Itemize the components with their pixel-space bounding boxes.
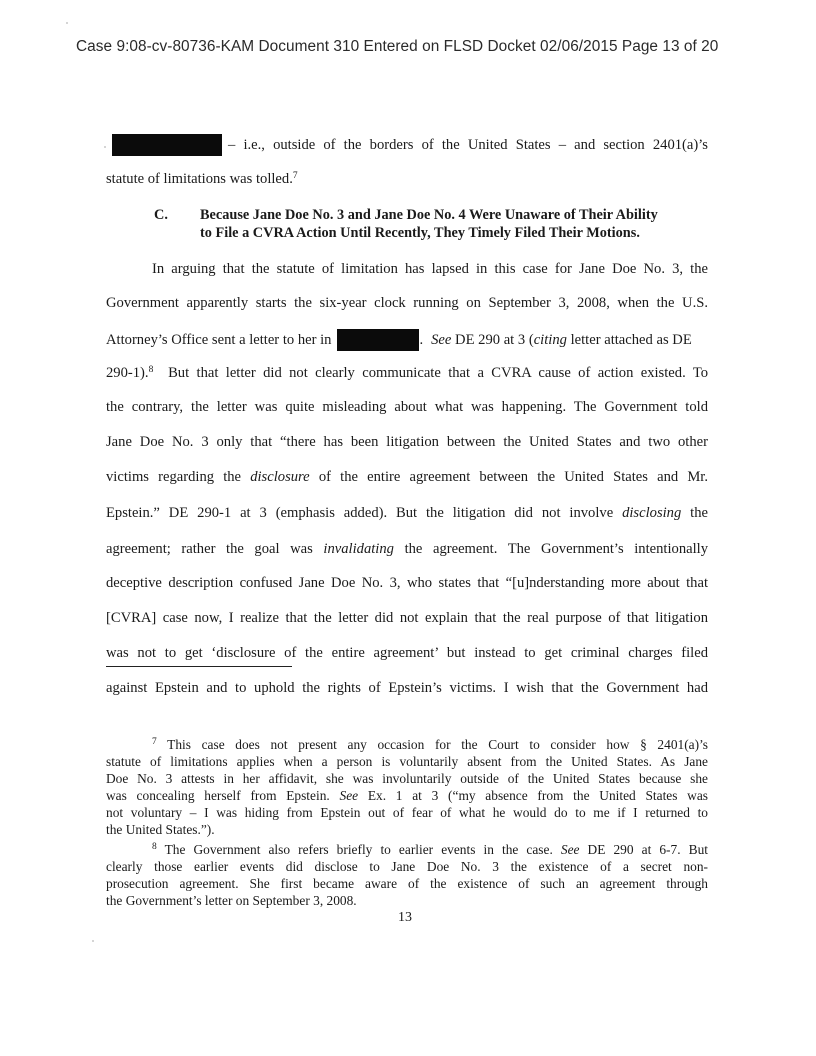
footnote-7-line-2: statute of limitations applies when a person is voluntarily absent from the United States. As Jane xyxy=(106,754,708,769)
paragraph-line-7: victims regarding the disclosure of the entire agreement between the United States and Mr. xyxy=(106,469,709,485)
paragraph-line-3: Attorney’s Office sent a letter to her in . See DE 290 at 3 (citing letter attached as DE xyxy=(106,329,708,351)
paragraph-line-8: Epstein.” DE 290-1 at 3 (emphasis added). But the litigation did not involve disclosing the xyxy=(106,505,709,521)
footnote-8-line-1: $^8$ The Government also refers briefly to earlier events in the case. See DE 290 at 6-7. But xyxy=(152,842,708,857)
footnote-7-line-1: $^7$ This case does not present any occasion for the Court to consider how § 2401(a)’s xyxy=(152,737,709,752)
footnote-7-line-4: was concealing herself from Epstein. See Ex. 1 at 3 (“my absence from the United States was xyxy=(106,788,709,803)
footnote-8-line-2: clearly those earlier events did disclose to Jane Doe No. 3 the existence of a secret non- xyxy=(106,859,708,874)
redaction-block xyxy=(337,329,419,351)
paragraph-line-13: against Epstein and to uphold the rights of Epstein’s victims. I wish that the Government had xyxy=(106,680,708,696)
footnote-ref-7[interactable]: 7 xyxy=(292,171,298,181)
paragraph-line-11: [CVRA] case now, I realize that the letter did not explain that the real purpose of that litigation xyxy=(106,610,708,626)
scan-speck xyxy=(104,146,106,148)
section-letter: C. xyxy=(154,207,168,223)
paragraph-line-2: Government apparently starts the six-year clock running on September 3, 2008, when the U.S. xyxy=(106,295,708,311)
paragraph-line-12: was not to get ‘disclosure of the entire agreement’ but instead to get criminal charges filed xyxy=(106,645,708,661)
footnote-7-line-5: not voluntary – I was hiding from Epstein out of fear of what he would do to me if I returned to xyxy=(106,805,708,820)
paragraph-line-9: agreement; rather the goal was invalidating the agreement. The Government’s intentionally xyxy=(106,541,709,557)
scan-speck xyxy=(92,940,94,942)
body-line-2: statute of limitations was tolled.$^7$ xyxy=(106,171,298,187)
footnote-8-number: 8 xyxy=(152,842,157,852)
section-heading-line-1: Because Jane Doe No. 3 and Jane Doe No. 4 Were Unaware of Their Ability xyxy=(200,207,658,223)
paragraph-line-1: In arguing that the statute of limitation has lapsed in this case for Jane Doe No. 3, the xyxy=(152,261,708,277)
footnote-8-line-4: the Government’s letter on September 3, 2008. xyxy=(106,893,357,908)
footnote-8-line-3: prosecution agreement. She first became aware of the existence of such an agreement through xyxy=(106,876,708,891)
footnote-ref-8[interactable]: 8 xyxy=(148,365,154,375)
body-line-1 xyxy=(106,134,708,156)
footnote-7-number: 7 xyxy=(152,737,157,747)
footnote-7-line-3: Doe No. 3 attests in her affidavit, she was involuntarily outside of the United States because she xyxy=(106,771,708,786)
paragraph-line-4: 290-1).$^8$ But that letter did not clearly communicate that a CVRA cause of action existed. To xyxy=(106,365,709,381)
redaction-block xyxy=(112,134,222,156)
docket-header: Case 9:08-cv-80736-KAM Document 310 Entered on FLSD Docket 02/06/2015 Page 13 of 20 xyxy=(76,38,719,55)
paragraph-line-10: deceptive description confused Jane Doe No. 3, who states that “[u]nderstanding more about that xyxy=(106,575,708,591)
paragraph-line-6: Jane Doe No. 3 only that “there has been litigation between the United States and two other xyxy=(106,434,708,450)
footnote-7-line-6: the United States.”). xyxy=(106,822,215,837)
section-heading-line-2: to File a CVRA Action Until Recently, They Timely Filed Their Motions. xyxy=(200,225,640,241)
page-number: 13 xyxy=(398,910,412,925)
scan-speck xyxy=(66,22,68,24)
footnote-divider xyxy=(106,666,292,667)
body-line-1-text: – i.e., outside of the borders of the United States – and section 2401(a)’s xyxy=(228,137,708,153)
paragraph-line-5: the contrary, the letter was quite misleading about what was happening. The Government told xyxy=(106,399,708,415)
